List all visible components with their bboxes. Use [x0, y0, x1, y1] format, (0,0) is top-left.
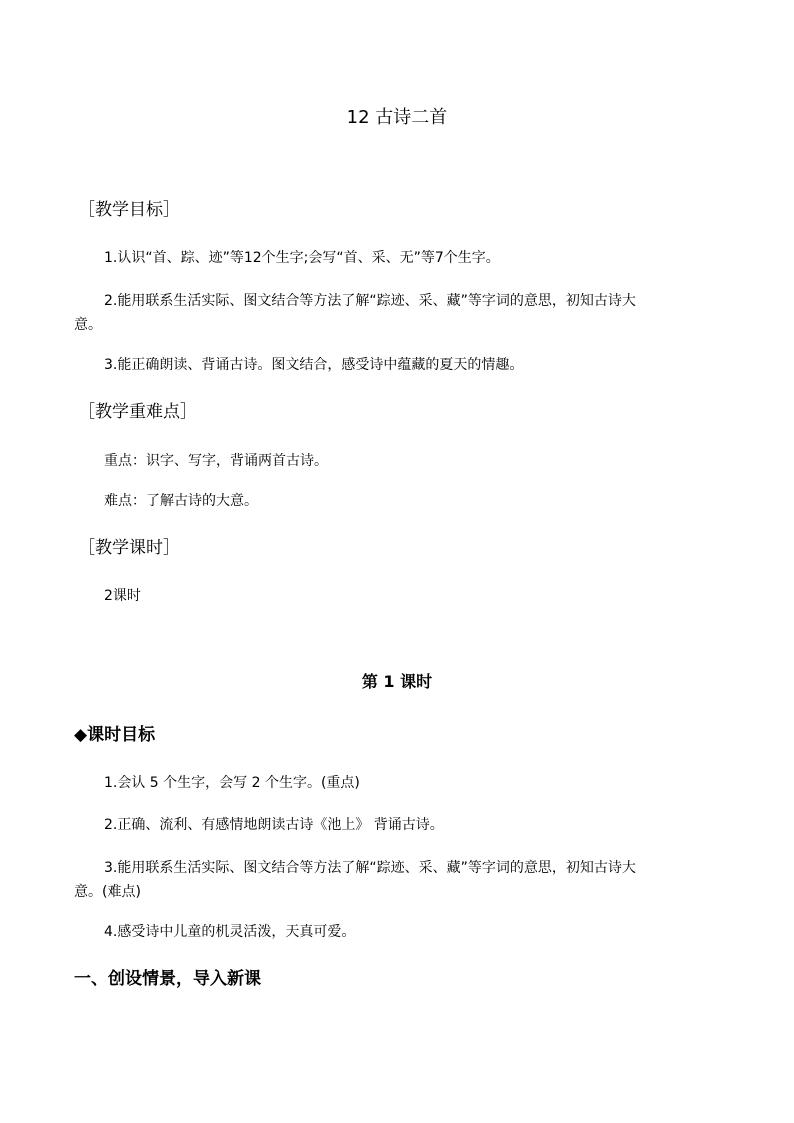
goal-item-2: 2.能用联系生活实际、图文结合等方法了解“踪迹、采、藏”等字词的意思，初知古诗大: [104, 293, 636, 309]
section-heading-goals: ［教学目标］: [78, 200, 180, 220]
lesson-goal-2: 2.正确、流利、有感情地朗读古诗《池上》 背诵古诗。: [104, 817, 444, 833]
key-point-focus: 重点：识字、写字，背诵两首古诗。: [104, 453, 328, 469]
lesson-title: 第 1 课时: [361, 672, 433, 691]
lesson-goal-4: 4.感受诗中儿童的机灵活泼，天真可爱。: [104, 924, 356, 940]
page-title: 12 古诗二首: [346, 107, 448, 128]
goal-item-1: 1.认识“首、踪、迹”等12个生字;会写“首、采、无”等7个生字。: [104, 250, 500, 266]
goal-item-3: 3.能正确朗读、背诵古诗。图文结合，感受诗中蕴藏的夏天的情趣。: [104, 357, 524, 373]
section-heading-hours: ［教学课时］: [78, 538, 180, 558]
lesson-goal-3: 3.能用联系生活实际、图文结合等方法了解“踪迹、采、藏”等字词的意思，初知古诗大: [104, 860, 636, 876]
section-heading-key-points: ［教学重难点］: [78, 402, 197, 422]
step-heading-1: 一、创设情景，导入新课: [74, 969, 261, 989]
goal-item-2-cont: 意。: [74, 317, 102, 333]
lesson-hours: 2课时: [104, 588, 141, 604]
lesson-goal-1: 1.会认 5 个生字，会写 2 个生字。(重点): [104, 775, 360, 791]
key-point-difficulty: 难点：了解古诗的大意。: [104, 493, 258, 509]
lesson-goals-heading: ◆课时目标: [74, 725, 156, 745]
lesson-goal-3-cont: 意。(难点): [74, 884, 141, 900]
